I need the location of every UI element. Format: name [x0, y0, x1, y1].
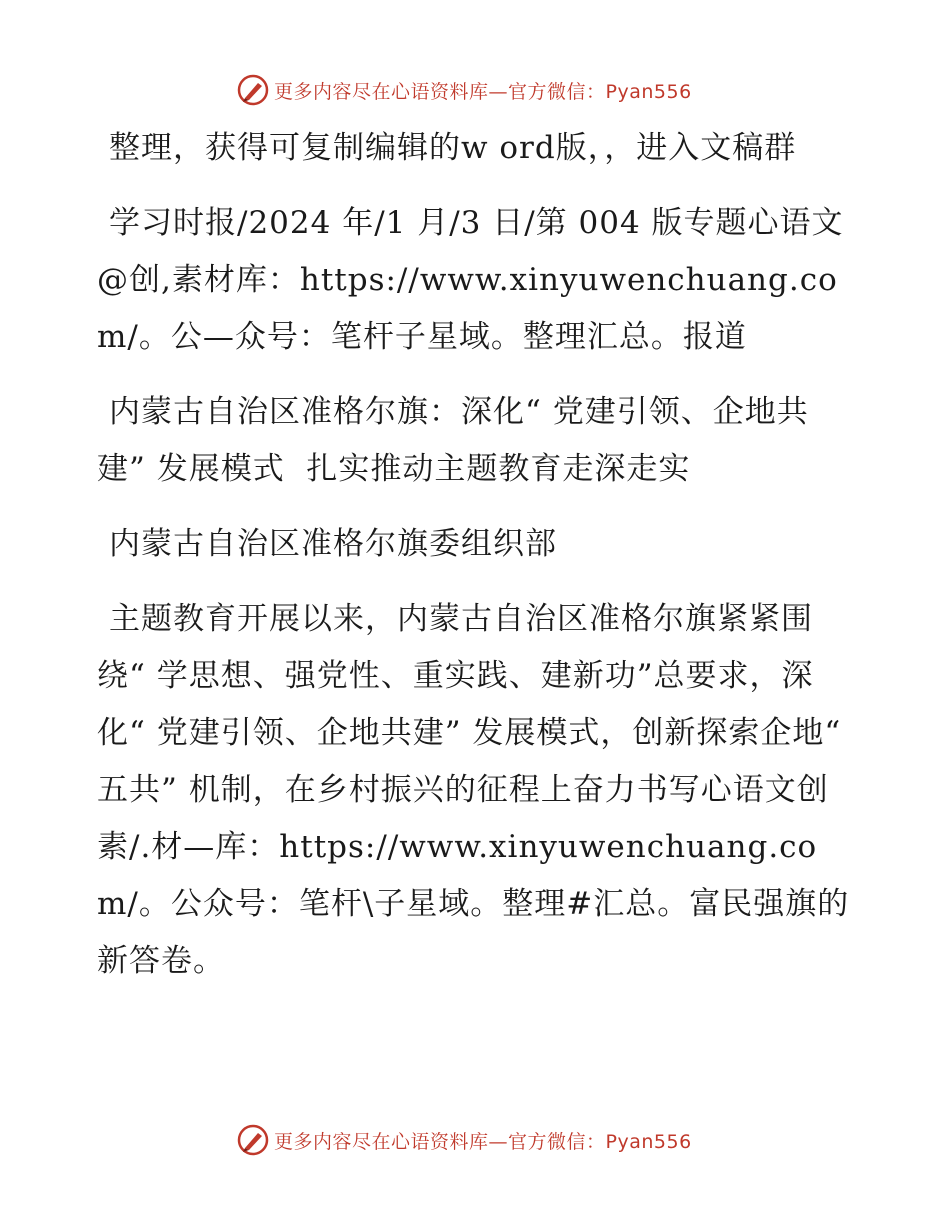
banner-text: 更多内容尽在心语资料库—官方微信：Pyan556	[274, 80, 692, 103]
banner-text: 更多内容尽在心语资料库—官方微信：Pyan556	[274, 1130, 692, 1153]
paragraph-body: 主题教育开展以来，内蒙古自治区准格尔旗紧紧围绕“ 学思想、强党性、重实践、建新功”总要求，深化“ 党建引领、企地共建” 发展模式，创新探索企地“ 五共” 机制，在乡村振兴的征程上奋力书写心语文创素/.材—库：https://www.xinyuwenchuang.com/。公众号：笔杆\子星域。整理#汇总。富民强旗的新答卷。	[97, 601, 853, 979]
header-banner	[236, 72, 692, 108]
article-title: 内蒙古自治区准格尔旗：深化“ 党建引领、企地共建” 发展模式 扎实推动主题教育走深走实	[97, 394, 809, 487]
footer-banner	[236, 1122, 692, 1158]
document-body	[97, 120, 857, 1008]
wechat-id: Pyan556	[605, 80, 692, 103]
pen-logo-icon	[236, 1123, 270, 1157]
wechat-id: Pyan556	[605, 1130, 692, 1153]
article-author: 内蒙古自治区准格尔旗委组织部	[109, 526, 557, 562]
paragraph-intro: 整理，获得可复制编辑的w ord版，，进入文稿群	[109, 130, 797, 166]
paragraph-source: 学习时报/2024 年/1 月/3 日/第 004 版专题心语文@创,素材库：https://www.xinyuwenchuang.com/。公—众号：笔杆子星域。整理汇总。报道	[97, 205, 844, 355]
pen-logo-icon	[236, 73, 270, 107]
